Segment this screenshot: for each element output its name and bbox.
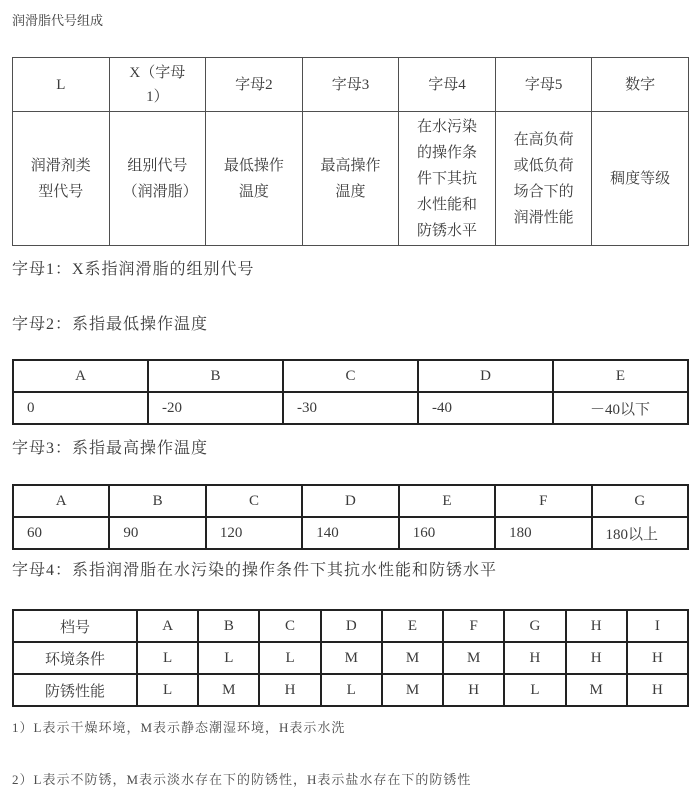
row-label-cell: 档号 [13, 610, 137, 642]
header-cell: 字母3 [302, 58, 399, 112]
grade-cell: H [504, 642, 565, 674]
grade-cell: E [382, 610, 443, 642]
body-cell: 在水污染的操作条件下其抗水性能和防锈水平 [399, 112, 496, 246]
table-row [13, 674, 688, 706]
grade-cell: F [443, 610, 504, 642]
document-page [0, 13, 700, 788]
header-cell: 数字 [592, 58, 689, 112]
row-label-cell: 防锈性能 [13, 674, 137, 706]
grade-cell: H [627, 642, 688, 674]
table-row [13, 610, 688, 642]
value-cell: -40 [418, 392, 553, 424]
grade-cell: L [137, 674, 198, 706]
value-cell: 180 [495, 517, 591, 549]
value-cell: -20 [148, 392, 283, 424]
header-cell: 字母5 [495, 58, 592, 112]
section-heading-letter3: 字母3：系指最高操作温度 [12, 440, 209, 457]
header-cell: L [13, 58, 110, 112]
value-cell: -30 [283, 392, 418, 424]
header-cell: X（字母1） [109, 58, 206, 112]
table-row [13, 112, 689, 246]
body-cell: 最高操作温度 [302, 112, 399, 246]
grade-cell: H [443, 674, 504, 706]
body-cell: 润滑剂类型代号 [13, 112, 110, 246]
body-cell: 最低操作温度 [206, 112, 303, 246]
value-cell: 120 [206, 517, 302, 549]
water-rust-grade-table [12, 609, 689, 707]
grade-cell: L [198, 642, 259, 674]
header-cell: E [553, 360, 688, 392]
header-cell: G [592, 485, 688, 517]
header-cell: 字母4 [399, 58, 496, 112]
header-cell: E [399, 485, 495, 517]
table-header-row [13, 58, 689, 112]
grade-cell: M [443, 642, 504, 674]
header-cell: D [302, 485, 398, 517]
body-cell: 在高负荷或低负荷场合下的润滑性能 [495, 112, 592, 246]
footnote-2: 2）L表示不防锈，M表示淡水存在下的防锈性，H表示盐水存在下的防锈性 [12, 772, 472, 787]
grade-cell: M [198, 674, 259, 706]
grade-cell: H [566, 642, 627, 674]
grade-cell: L [137, 642, 198, 674]
footnote-1: 1）L表示干燥环境，M表示静态潮湿环境，H表示水洗 [12, 720, 346, 735]
header-cell: D [418, 360, 553, 392]
table-row [13, 517, 688, 549]
value-cell: －40以下 [553, 392, 688, 424]
grade-cell: D [321, 610, 382, 642]
row-label-cell: 环境条件 [13, 642, 137, 674]
header-cell: F [495, 485, 591, 517]
page-title: 润滑脂代号组成 [12, 13, 104, 28]
grade-cell: C [259, 610, 320, 642]
grade-cell: A [137, 610, 198, 642]
table-header-row [13, 360, 688, 392]
grade-cell: L [259, 642, 320, 674]
grade-cell: M [382, 674, 443, 706]
grade-cell: B [198, 610, 259, 642]
grade-cell: H [259, 674, 320, 706]
header-cell: B [148, 360, 283, 392]
grade-cell: I [627, 610, 688, 642]
value-cell: 140 [302, 517, 398, 549]
value-cell: 90 [109, 517, 205, 549]
value-cell: 0 [13, 392, 148, 424]
value-cell: 180以上 [592, 517, 688, 549]
header-cell: 字母2 [206, 58, 303, 112]
table-header-row [13, 485, 688, 517]
grade-cell: L [504, 674, 565, 706]
section-heading-letter2: 字母2：系指最低操作温度 [12, 316, 209, 333]
table-row [13, 392, 688, 424]
header-cell: A [13, 485, 109, 517]
body-cell: 组别代号（润滑脂） [109, 112, 206, 246]
min-operating-temp-table [12, 359, 689, 425]
header-cell: C [206, 485, 302, 517]
body-cell: 稠度等级 [592, 112, 689, 246]
max-operating-temp-table [12, 484, 689, 550]
table-row [13, 642, 688, 674]
header-cell: C [283, 360, 418, 392]
value-cell: 160 [399, 517, 495, 549]
section-heading-letter1: 字母1：X系指润滑脂的组别代号 [12, 261, 255, 278]
value-cell: 60 [13, 517, 109, 549]
grade-cell: M [382, 642, 443, 674]
header-cell: B [109, 485, 205, 517]
grade-cell: L [321, 674, 382, 706]
grade-cell: M [566, 674, 627, 706]
grease-code-composition-table [12, 57, 689, 246]
header-cell: A [13, 360, 148, 392]
grade-cell: H [627, 674, 688, 706]
grade-cell: M [321, 642, 382, 674]
grade-cell: G [504, 610, 565, 642]
section-heading-letter4: 字母4：系指润滑脂在水污染的操作条件下其抗水性能和防锈水平 [12, 562, 498, 579]
grade-cell: H [566, 610, 627, 642]
